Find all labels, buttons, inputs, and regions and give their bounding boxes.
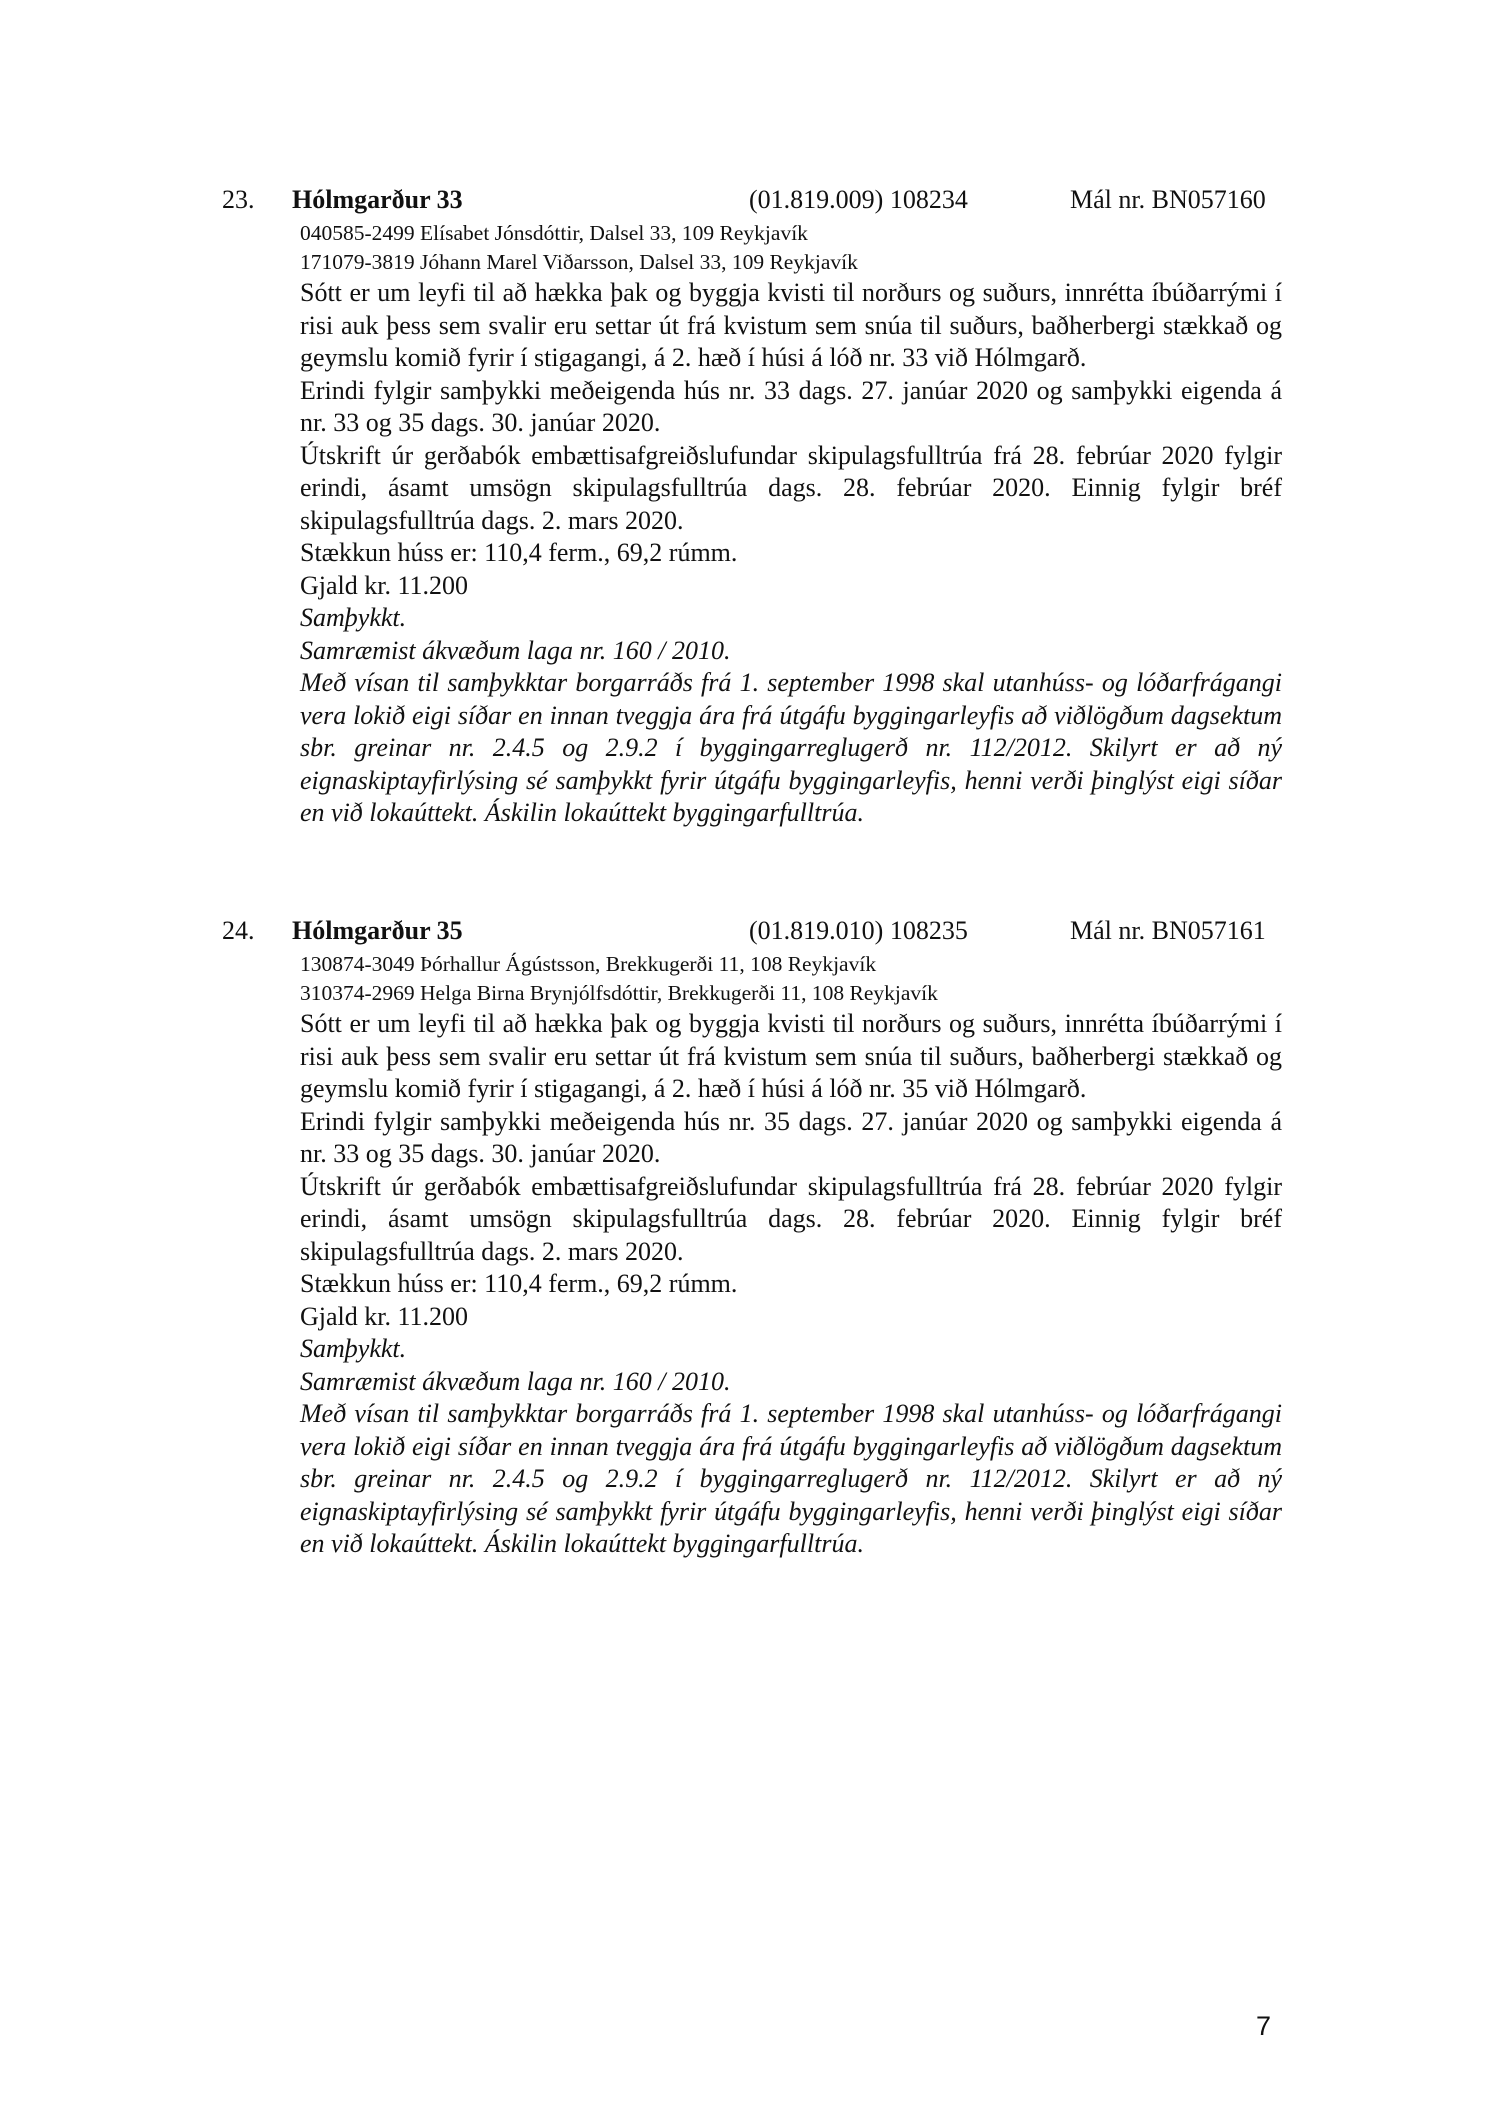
expansion-size: Stækkun húss er: 110,4 ferm., 69,2 rúmm. [300, 1269, 738, 1298]
application-description: Sótt er um leyfi til að hækka þak og byggja kvisti til norðurs og suðurs, innrétta íbúðarrými í risi auk þess sem svalir eru settar út frá kvistum sem snúa til suðurs, baðherbergi stækkað og geymslu komið fyrir í stigagangi, á 2. hæð í húsi á lóð nr. 35 við Hólmgarð. [300, 1009, 1282, 1103]
fee: Gjald kr. 11.200 [300, 1301, 469, 1331]
applicant-1: 040585-2499 Elísabet Jónsdóttir, Dalsel 33, 109 Reykjavík [300, 221, 808, 245]
page-number: 7 [1256, 2011, 1272, 2041]
item-header [222, 912, 1282, 950]
compliance-note: Samræmist ákvæðum laga nr. 160 / 2010. [300, 635, 731, 665]
property-code: (01.819.009) 108234 [749, 185, 968, 214]
application-description: Sótt er um leyfi til að hækka þak og byggja kvisti til norðurs og suðurs, innrétta íbúðarrými í risi auk þess sem svalir eru settar út frá kvistum sem snúa til suðurs, baðherbergi stækkað og geymslu komið fyrir í stigagangi, á 2. hæð í húsi á lóð nr. 33 við Hólmgarð. [300, 278, 1282, 372]
decision: Samþykkt. [300, 1334, 407, 1363]
owners-consent: Erindi fylgir samþykki meðeigenda hús nr. 33 dags. 27. janúar 2020 og samþykki eigenda á nr. 33 og 35 dags. 30. janúar 2020. [300, 375, 1282, 437]
applicant-2: 171079-3819 Jóhann Marel Viðarsson, Dalsel 33, 109 Reykjavík [300, 250, 858, 274]
agenda-item-23 [222, 181, 1282, 830]
property-code: (01.819.010) 108235 [749, 916, 968, 945]
case-number: Mál nr. BN057161 [1070, 916, 1266, 945]
expansion-size: Stækkun húss er: 110,4 ferm., 69,2 rúmm. [300, 538, 738, 567]
item-body [300, 219, 1282, 830]
conditions: Með vísan til samþykktar borgarráðs frá 1. september 1998 skal utanhúss- og lóðarfrágangi vera lokið eigi síðar en innan tveggja ára frá útgáfu byggingarleyfis að viðlögðum dagsektum sbr. greinar nr. 2.4.5 og 2.9.2 í byggingarreglugerð nr. 112/2012. Skilyrt er að ný eignaskiptayfirlýsing sé samþykkt fyrir útgáfu byggingarleyfis, henni verði þinglýst eigi síðar en við lokaúttekt. Áskilin lokaúttekt byggingarfulltrúa. [300, 668, 1282, 827]
property-address: Hólmgarður 33 [292, 185, 463, 214]
item-body [300, 950, 1282, 1561]
conditions: Með vísan til samþykktar borgarráðs frá 1. september 1998 skal utanhúss- og lóðarfrágangi vera lokið eigi síðar en innan tveggja ára frá útgáfu byggingarleyfis að viðlögðum dagsektum sbr. greinar nr. 2.4.5 og 2.9.2 í byggingarreglugerð nr. 112/2012. Skilyrt er að ný eignaskiptayfirlýsing sé samþykkt fyrir útgáfu byggingarleyfis, henni verði þinglýst eigi síðar en við lokaúttekt. Áskilin lokaúttekt byggingarfulltrúa. [300, 1399, 1282, 1558]
meeting-extract: Útskrift úr gerðabók embættisafgreiðslufundar skipulagsfulltrúa frá 28. febrúar 2020 fylgir erindi, ásamt umsögn skipulagsfulltrúa dags. 28. febrúar 2020. Einnig fylgir bréf skipulagsfulltrúa dags. 2. mars 2020. [300, 440, 1282, 535]
item-number: 23. [222, 185, 255, 214]
case-number: Mál nr. BN057160 [1070, 185, 1266, 214]
meeting-extract: Útskrift úr gerðabók embættisafgreiðslufundar skipulagsfulltrúa frá 28. febrúar 2020 fylgir erindi, ásamt umsögn skipulagsfulltrúa dags. 28. febrúar 2020. Einnig fylgir bréf skipulagsfulltrúa dags. 2. mars 2020. [300, 1171, 1282, 1266]
decision: Samþykkt. [300, 603, 407, 632]
fee: Gjald kr. 11.200 [300, 570, 469, 600]
compliance-note: Samræmist ákvæðum laga nr. 160 / 2010. [300, 1366, 731, 1396]
item-header [222, 181, 1282, 219]
owners-consent: Erindi fylgir samþykki meðeigenda hús nr. 35 dags. 27. janúar 2020 og samþykki eigenda á nr. 33 og 35 dags. 30. janúar 2020. [300, 1106, 1282, 1168]
agenda-item-24 [222, 912, 1282, 1561]
applicant-1: 130874-3049 Þórhallur Ágústsson, Brekkugerði 11, 108 Reykjavík [300, 952, 877, 976]
item-number: 24. [222, 916, 255, 945]
applicant-2: 310374-2969 Helga Birna Brynjólfsdóttir, Brekkugerði 11, 108 Reykjavík [300, 981, 938, 1005]
property-address: Hólmgarður 35 [292, 916, 463, 945]
